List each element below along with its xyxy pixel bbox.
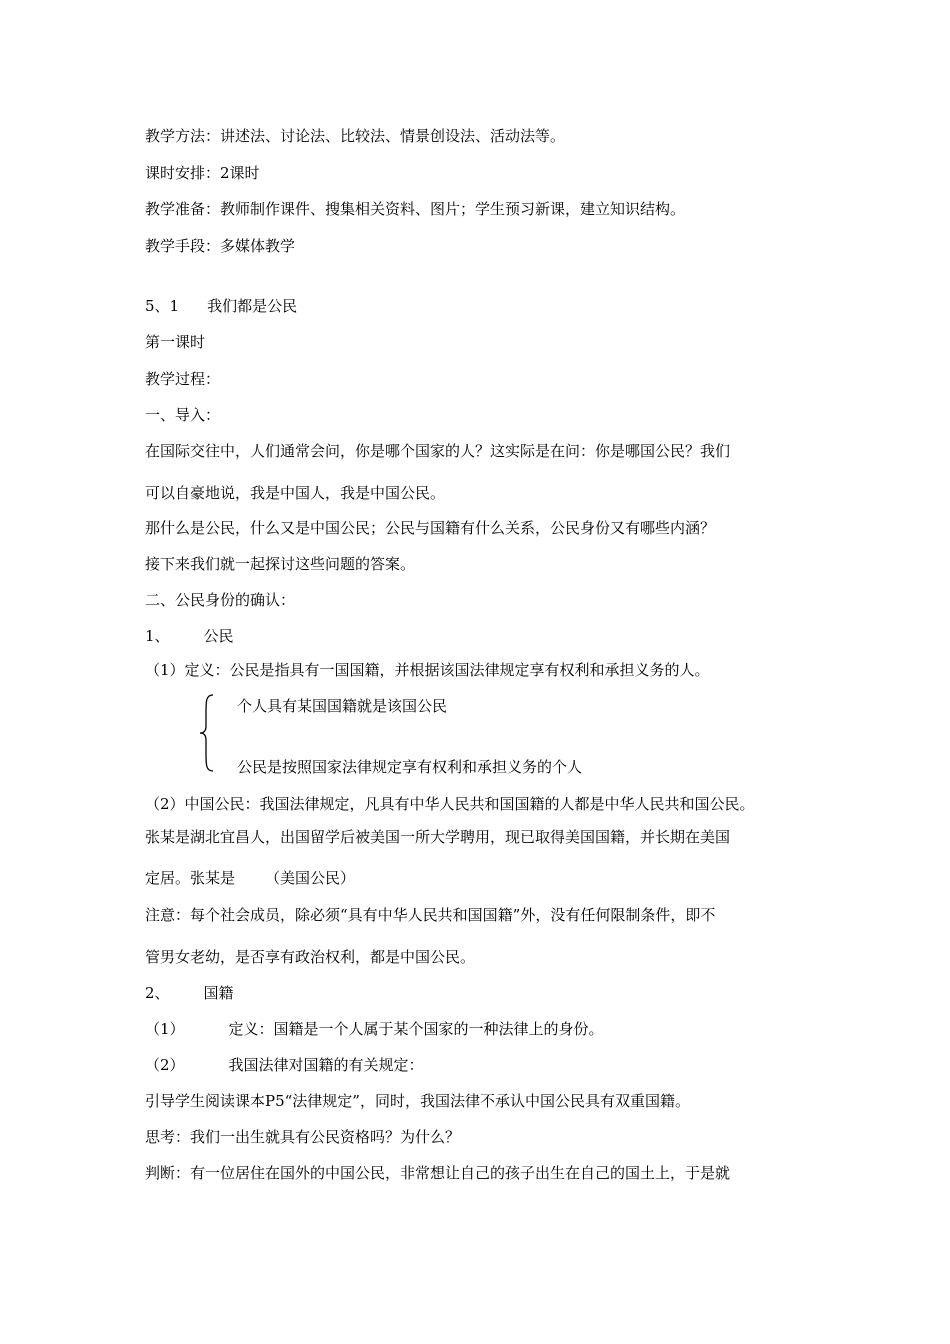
- guide-reading: 引导学生阅读课本P5“法律规定”，同时，我国法律不承认中国公民具有双重国籍。: [145, 1092, 690, 1110]
- curly-brace-icon: [199, 693, 215, 773]
- nationality-point1: [145, 1019, 604, 1039]
- case-answer: （美国公民）: [265, 869, 356, 887]
- intro-question: 那什么是公民，什么又是中国公民；公民与国籍有什么关系，公民身份又有哪些内涵？: [145, 519, 716, 537]
- item2-title: 国籍: [203, 984, 234, 1002]
- note-line2: 管男女老幼，是否享有政治权利，都是中国公民。: [145, 948, 476, 966]
- point1-text: 定义：国籍是一个人属于某个国家的一种法律上的身份。: [228, 1020, 604, 1038]
- part2-heading: 二、公民身份的确认：: [145, 591, 296, 609]
- process-label: 教学过程：: [145, 370, 221, 388]
- nationality-point2: [145, 1055, 424, 1075]
- case-question: 定居。张某是: [145, 869, 236, 887]
- intro-paragraph-line1: 在国际交往中，人们通常会问，你是哪个国家的人？这实际是在问：你是哪国公民？我们: [145, 442, 731, 460]
- note-line1: 注意：每个社会成员，除必须“具有中华人民共和国国籍”外，没有任何限制条件，即不: [145, 906, 716, 924]
- case-line2: [145, 868, 355, 888]
- think-question: 思考：我们一出生就具有公民资格吗？为什么？: [145, 1128, 461, 1146]
- class-schedule: 课时安排：2课时: [145, 164, 260, 182]
- case-line1: 张某是湖北宜昌人，出国留学后被美国一所大学聘用，现已取得美国国籍，并长期在美国: [145, 828, 731, 846]
- section-number: 5、1: [145, 297, 180, 315]
- section-title: 我们都是公民: [207, 297, 298, 315]
- item1-number: 1、: [145, 627, 170, 645]
- intro-paragraph-line2: 可以自豪地说，我是中国人，我是中国公民。: [145, 484, 446, 502]
- intro-heading: 一、导入：: [145, 406, 221, 424]
- teaching-methods: 教学方法：讲述法、讨论法、比较法、情景创设法、活动法等。: [145, 127, 566, 145]
- point2-text: 我国法律对国籍的有关规定：: [228, 1056, 424, 1074]
- item1-heading: [145, 626, 234, 646]
- item2-number: 2、: [145, 984, 170, 1002]
- teaching-preparation: 教学准备：教师制作课件、搜集相关资料、图片；学生预习新课，建立知识结构。: [145, 200, 686, 218]
- brace-point-a: 个人具有某国国籍就是该国公民: [237, 697, 448, 715]
- citizen-definition: （1）定义：公民是指具有一国国籍，并根据该国法律规定享有权利和承担义务的人。: [145, 661, 710, 679]
- intro-transition: 接下来我们就一起探讨这些问题的答案。: [145, 555, 416, 573]
- chinese-citizen-definition: （2）中国公民：我国法律规定，凡具有中华人民共和国国籍的人都是中华人民共和国公民。: [145, 795, 755, 813]
- point2-number: （2）: [145, 1056, 185, 1074]
- teaching-means: 教学手段：多媒体教学: [145, 237, 296, 255]
- item2-heading: [145, 983, 234, 1003]
- item1-title: 公民: [203, 627, 234, 645]
- lesson-label: 第一课时: [145, 333, 206, 351]
- brace-point-b: 公民是按照国家法律规定享有权利和承担义务的个人: [237, 758, 583, 776]
- judge-question: 判断：有一位居住在国外的中国公民，非常想让自己的孩子出生在自己的国土上，于是就: [145, 1164, 731, 1182]
- point1-number: （1）: [145, 1020, 185, 1038]
- section-heading: [145, 296, 297, 316]
